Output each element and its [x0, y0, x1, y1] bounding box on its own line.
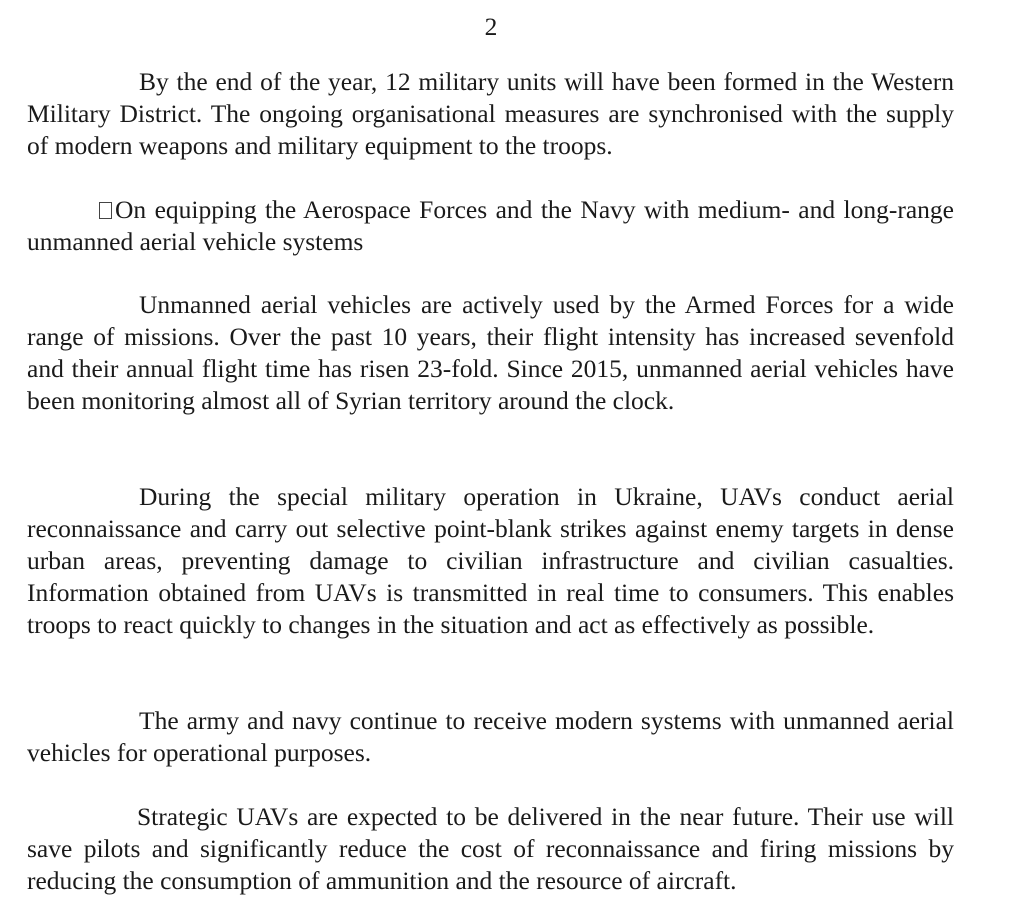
paragraph-military-units: By the end of the year, 12 military units will have been formed in the Western Military District. The ongoing organisational measures are synchronised with the supply of modern weapons and military equipment to the troops. — [27, 67, 954, 160]
paragraph-strategic-uavs: Strategic UAVs are expected to be delivered in the near future. Their use will save pilots and significantly reduce the cost of reconnaissance and firing missions by reducing the consumption of ammunition and the resource of aircraft. — [27, 802, 954, 895]
missing-glyph-box-icon — [99, 202, 112, 219]
section-heading-uav-systems — [27, 194, 954, 258]
paragraph-special-operation: During the special military operation in Ukraine, UAVs conduct aerial reconnaissance and carry out selective point-blank strikes against enemy targets in dense urban areas, preventing damage to civilian infrastructure and civilian casualties. Information obtained from UAVs is transmitted in real time to consumers. This enables troops to react quickly to changes in the situation and act as effectively as possible. — [27, 482, 954, 639]
section-heading-text: On equipping the Aerospace Forces and the Navy with medium- and long-range unmanned aerial vehicle systems — [27, 195, 954, 256]
paragraph-army-navy-systems: The army and navy continue to receive modern systems with unmanned aerial vehicles for operational purposes. — [27, 706, 954, 767]
page-number: 2 — [484, 12, 498, 41]
paragraph-uav-usage: Unmanned aerial vehicles are actively used by the Armed Forces for a wide range of missions. Over the past 10 years, their flight intensity has increased sevenfold and their annual flight time has risen 23-fold. Since 2015, unmanned aerial vehicles have been monitoring almost all of Syrian territory around the clock. — [27, 290, 954, 415]
